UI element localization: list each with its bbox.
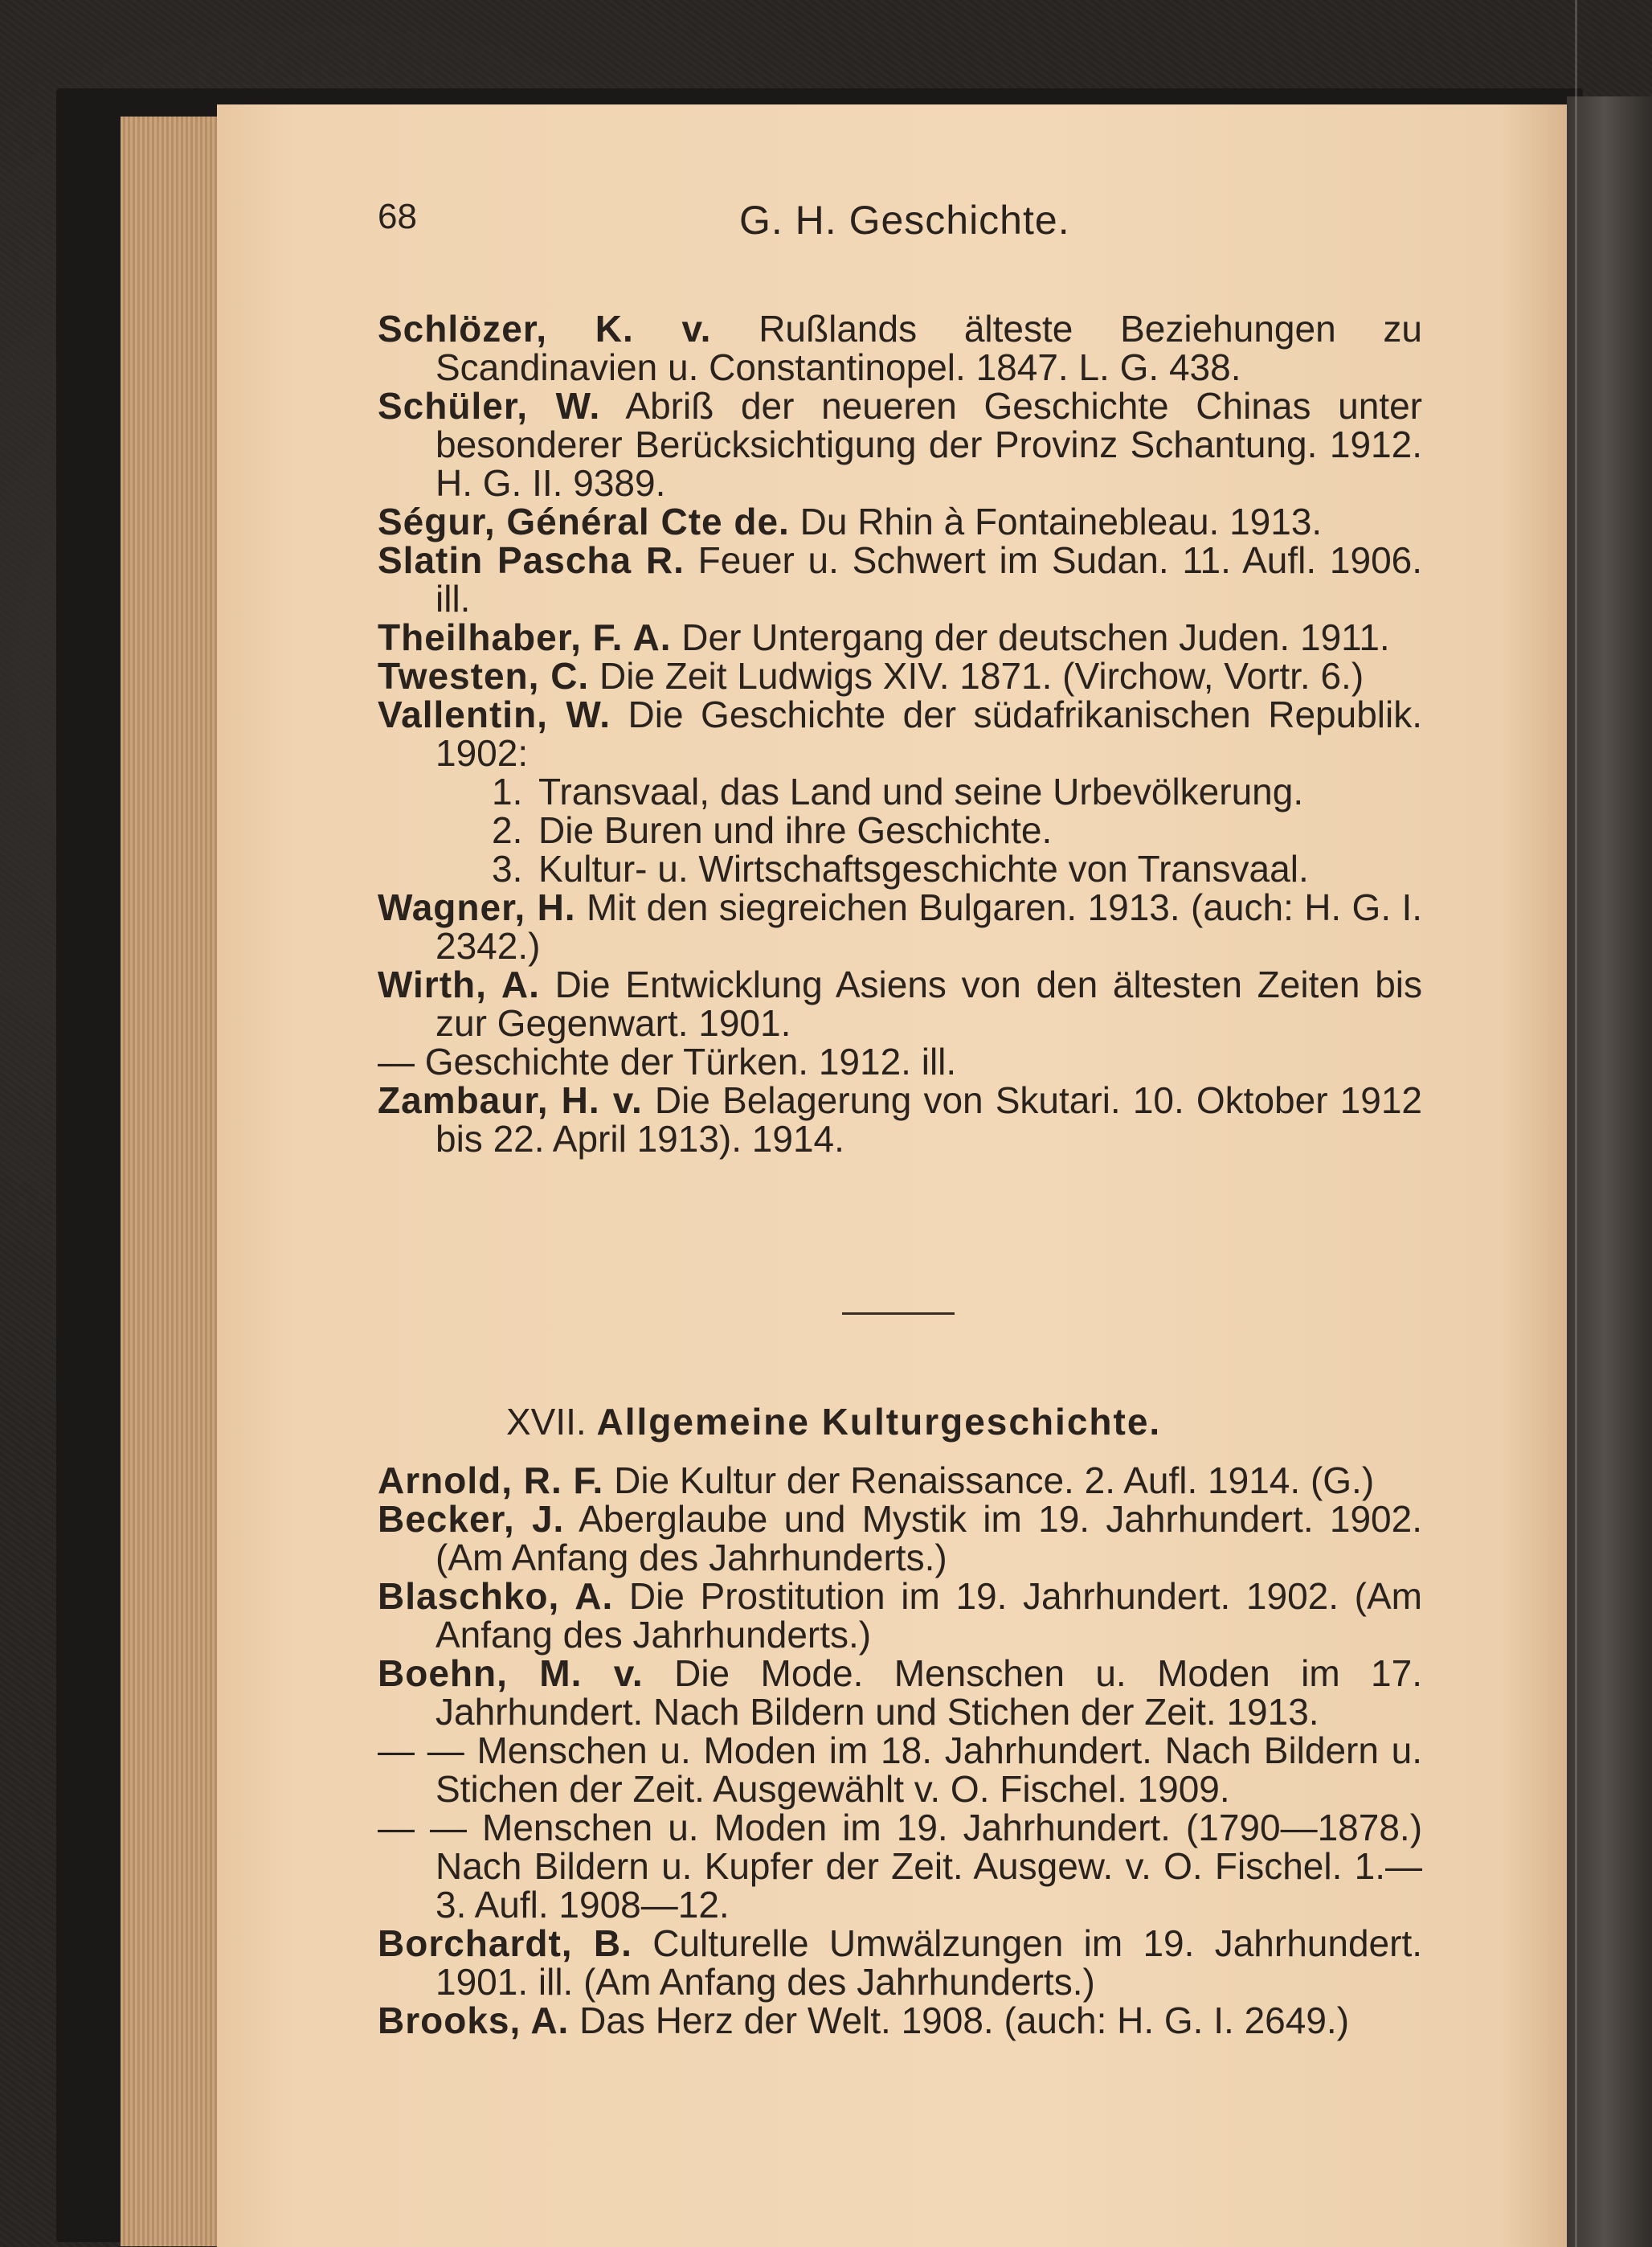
sub-entry-text: Transvaal, das Land und seine Urbevölkerung.: [538, 771, 1304, 812]
entry-text: Die Zeit Ludwigs XIV. 1871. (Virchow, Vortr. 6.): [599, 655, 1364, 697]
entry-text: Rußlands älteste Beziehungen zu Scandinavien u. Constantinopel. 1847. L. G. 438.: [435, 308, 1423, 388]
bibliography-entry: [378, 309, 1422, 387]
entry-dash: — —: [378, 1807, 467, 1848]
entry-text: Mit den siegreichen Bulgaren. 1913. (auch: H. G. I. 2342.): [435, 886, 1423, 967]
section-divider: [842, 1312, 955, 1315]
entry-text: Aberglaube und Mystik im 19. Jahrhundert. 1902. (Am Anfang des Jahrhunderts.): [435, 1498, 1422, 1578]
sub-entry-number: 1.: [492, 771, 523, 812]
bibliography-entry: [378, 1042, 1422, 1081]
section-numeral: XVII.: [506, 1401, 587, 1443]
entry-text: Die Geschichte der südafrikanischen Republik. 1902:: [435, 694, 1423, 774]
glass-reflection: [1575, 0, 1577, 2247]
bibliography-section-xvii: [378, 1461, 1422, 2040]
entry-author: Boehn, M. v.: [378, 1652, 644, 1694]
entry-author: Vallentin, W.: [378, 694, 611, 735]
bibliography-entry: [378, 1577, 1422, 1654]
entry-author: Ségur, Général Cte de.: [378, 501, 790, 542]
sub-entry: [378, 811, 1422, 849]
bibliography-entry: [378, 1500, 1422, 1577]
entry-text: Die Belagerung von Skutari. 10. Oktober 1912 bis 22. April 1913). 1914.: [435, 1079, 1422, 1160]
bibliography-entry: [378, 541, 1422, 618]
entry-author: Schlözer, K. v.: [378, 308, 712, 350]
entry-text: Der Untergang der deutschen Juden. 1911.: [681, 616, 1390, 658]
entry-author: Zambaur, H. v.: [378, 1079, 643, 1121]
entry-author: Schüler, W.: [378, 385, 601, 427]
entry-text: Feuer u. Schwert im Sudan. 11. Aufl. 1906. ill.: [435, 539, 1423, 620]
sub-entry-text: Kultur- u. Wirtschaftsgeschichte von Transvaal.: [538, 848, 1309, 890]
entry-author: Slatin Pascha R.: [378, 539, 685, 581]
entry-text: Die Prostitution im 19. Jahrhundert. 1902. (Am Anfang des Jahrhunderts.): [435, 1575, 1422, 1656]
bibliography-entry: [378, 1654, 1422, 1731]
entry-author: Becker, J.: [378, 1498, 565, 1540]
entry-author: Theilhaber, F. A.: [378, 616, 672, 658]
bibliography-entry: [378, 387, 1422, 502]
entry-author: Brooks, A.: [378, 1999, 570, 2041]
bibliography-entry: [378, 695, 1422, 772]
entry-text: Die Entwicklung Asiens von den ältesten Zeiten bis zur Gegenwart. 1901.: [435, 964, 1423, 1044]
bibliography-entry: [378, 1808, 1422, 1924]
bibliography-entry: [378, 1924, 1422, 2001]
page-number: 68: [378, 197, 417, 236]
sub-entry-text: Die Buren und ihre Geschichte.: [538, 809, 1053, 851]
sub-entry-number: 2.: [492, 809, 523, 851]
entry-author: Twesten, C.: [378, 655, 590, 697]
entry-dash: — —: [378, 1729, 464, 1771]
page-edges: [121, 117, 233, 2246]
section-title: Allgemeine Kulturgeschichte.: [596, 1401, 1162, 1443]
entry-text: Das Herz der Welt. 1908. (auch: H. G. I. 2649.): [579, 1999, 1350, 2041]
entry-text: Menschen u. Moden im 19. Jahrhundert. (1790—1878.) Nach Bildern u. Kupfer der Zeit. Ausgew. v. O. Fischel. 1.—3. Aufl. 1908—12.: [435, 1807, 1423, 1926]
bibliography-entry: [378, 618, 1422, 657]
entry-author: Blaschko, A.: [378, 1575, 614, 1617]
entry-author: Arnold, R. F.: [378, 1459, 604, 1501]
page-title: G. H. Geschichte.: [739, 198, 1070, 243]
entry-text: Die Mode. Menschen u. Moden im 17. Jahrhundert. Nach Bildern und Stichen der Zeit. 1913.: [435, 1652, 1422, 1733]
entry-text: Abriß der neueren Geschichte Chinas unter besonderer Berücksichtigung der Provinz Schantung. 1912. H. G. II. 9389.: [435, 385, 1422, 504]
bibliography-entry: [378, 2001, 1422, 2040]
sub-entry: [378, 849, 1422, 888]
entry-author: Wirth, A.: [378, 964, 540, 1005]
bibliography-entry: [378, 657, 1422, 695]
sub-entry-number: 3.: [492, 848, 523, 890]
entry-author: Wagner, H.: [378, 886, 576, 928]
bibliography-entry: [378, 1081, 1422, 1158]
bibliography-entry: [378, 888, 1422, 965]
binding-edge: [1567, 96, 1652, 2247]
section-heading: [506, 1400, 1430, 1443]
entry-text: Du Rhin à Fontainebleau. 1913.: [799, 501, 1323, 542]
running-head: [378, 197, 1422, 245]
entry-text: Die Kultur der Renaissance. 2. Aufl. 1914. (G.): [614, 1459, 1375, 1501]
entry-author: Borchardt, B.: [378, 1922, 632, 1964]
bibliography-section-g: [378, 309, 1422, 1158]
entry-dash: —: [378, 1041, 415, 1083]
bibliography-entry: [378, 1731, 1422, 1808]
bibliography-entry: [378, 1461, 1422, 1500]
entry-text: Menschen u. Moden im 18. Jahrhundert. Nach Bildern u. Stichen der Zeit. Ausgewählt v. O. Fischel. 1909.: [435, 1729, 1423, 1810]
entry-text: Geschichte der Türken. 1912. ill.: [424, 1041, 957, 1083]
sub-entry: [378, 772, 1422, 811]
entry-text: Culturelle Umwälzungen im 19. Jahrhundert. 1901. ill. (Am Anfang des Jahrhunderts.): [435, 1922, 1423, 2003]
bibliography-entry: [378, 965, 1422, 1042]
bibliography-entry: [378, 502, 1422, 541]
